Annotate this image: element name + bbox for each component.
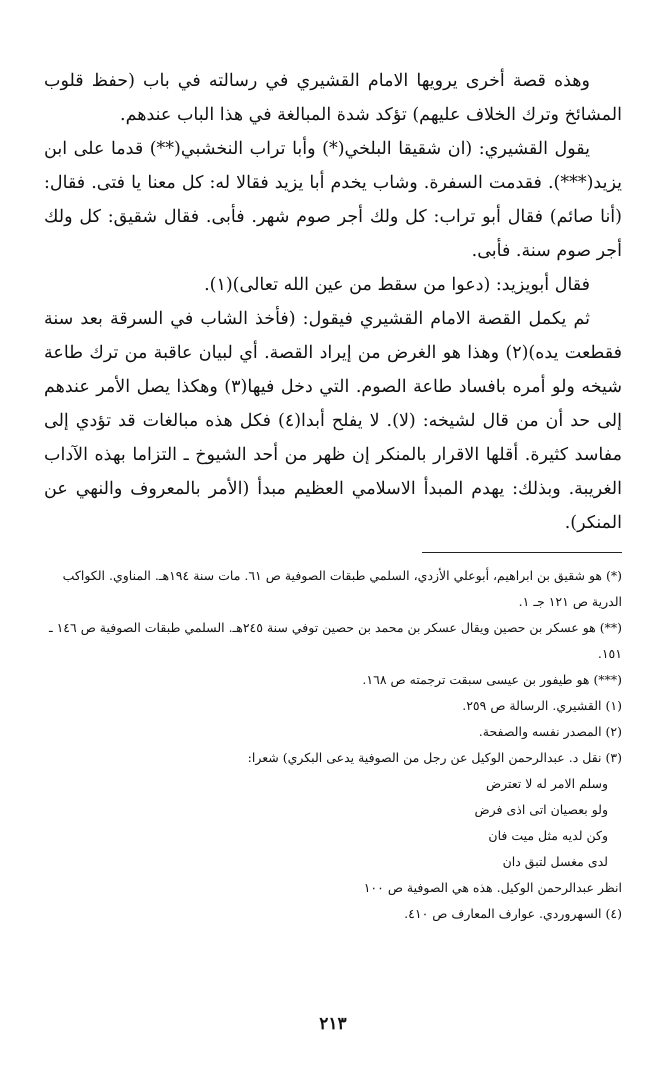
poem-line-4: لدى مغسل لتبق دان [502,854,608,869]
footnote-8: (٤) السهروردي. عوارف المعارف ص ٤١٠. [404,906,622,921]
paragraph-abu-yazid: فقال أبويزيد: (دعوا من سقط من عين الله تعالى)(١). [204,275,590,295]
page-number: ٢١٣ [319,1014,347,1034]
paragraph-qushayri-story: يقول القشيري: (ان شقيقا البلخي(*) وأبا تراب النخشبي(**) قدما على ابن يزيد(***). فقدمت السفرة. وشاب يخدم أبا يزيد فقالا له: كل معنا يا فتى. فقال: (أنا صائم) فقال أبو تراب: كل ولك أجر صوم شهر. فأبى. فقال شقيق: كل ولك أجر صوم سنة. فأبى. [44,139,622,261]
paragraph-intro: وهذه قصة أخرى يرويها الامام القشيري في رسالته في باب (حفظ قلوب المشائخ وترك الخلاف عليهم) تؤكد شدة المبالغة في هذا الباب عندهم. [44,71,622,125]
footnotes [44,563,622,927]
main-text [44,64,622,540]
footnote-5: (٢) المصدر نفسه والصفحة. [478,724,622,739]
book-page [44,64,622,927]
poem-line-2: ولو بعصيان اتى اذى فرض [474,802,608,817]
poem-line-1: وسلم الامر له لا تعترض [486,776,608,791]
footnote-4: (١) القشيري. الرسالة ص ٢٥٩. [462,698,622,713]
footnote-1: (*) هو شقيق بن ابراهيم، أبوعلي الأزدي، السلمي طبقات الصوفية ص ٦١. مات سنة ١٩٤هـ. المناوي. الكواكب الدرية ص ١٢١ جـ ١. [62,568,622,609]
poem-line-3: وكن لديه مثل ميت فان [488,828,608,843]
footnote-3: (***) هو طيفور بن عيسى سبقت ترجمته ص ١٦٨. [362,672,622,687]
footnote-6: (٣) نقل د. عبدالرحمن الوكيل عن رجل من الصوفية يدعى البكري) شعرا: [247,750,622,765]
footnote-7: انظر عبدالرحمن الوكيل. هذه هي الصوفية ص ١٠٠ [363,880,622,895]
footnote-separator [422,552,622,553]
paragraph-conclusion: ثم يكمل القصة الامام القشيري فيقول: (فأخذ الشاب في السرقة بعد سنة فقطعت يده)(٢) وهذا هو الغرض من إيراد القصة. أي لبيان عاقبة من ترك طاعة شيخه ولو أمره بافساد طاعة الصوم. التي دخل فيها(٣) وهكذا يصل الأمر عندهم إلى حد أن من قال لشيخه: (لا). لا يفلح أبدا(٤) فكل هذه مبالغات قد تؤدي إلى مفاسد كثيرة. أقلها الاقرار بالمنكر إن ظهر من أحد الشيوخ ـ التزاما بهذه الآداب الغريبة. وبذلك: يهدم المبدأ الاسلامي العظيم مبدأ (الأمر بالمعروف والنهي عن المنكر). [44,309,622,533]
footnote-2: (**) هو عسكر بن حصين ويقال عسكر بن محمد بن حصين توفي سنة ٢٤٥هـ. السلمي طبقات الصوفية ص ١٤٦ ـ ١٥١. [48,620,622,661]
